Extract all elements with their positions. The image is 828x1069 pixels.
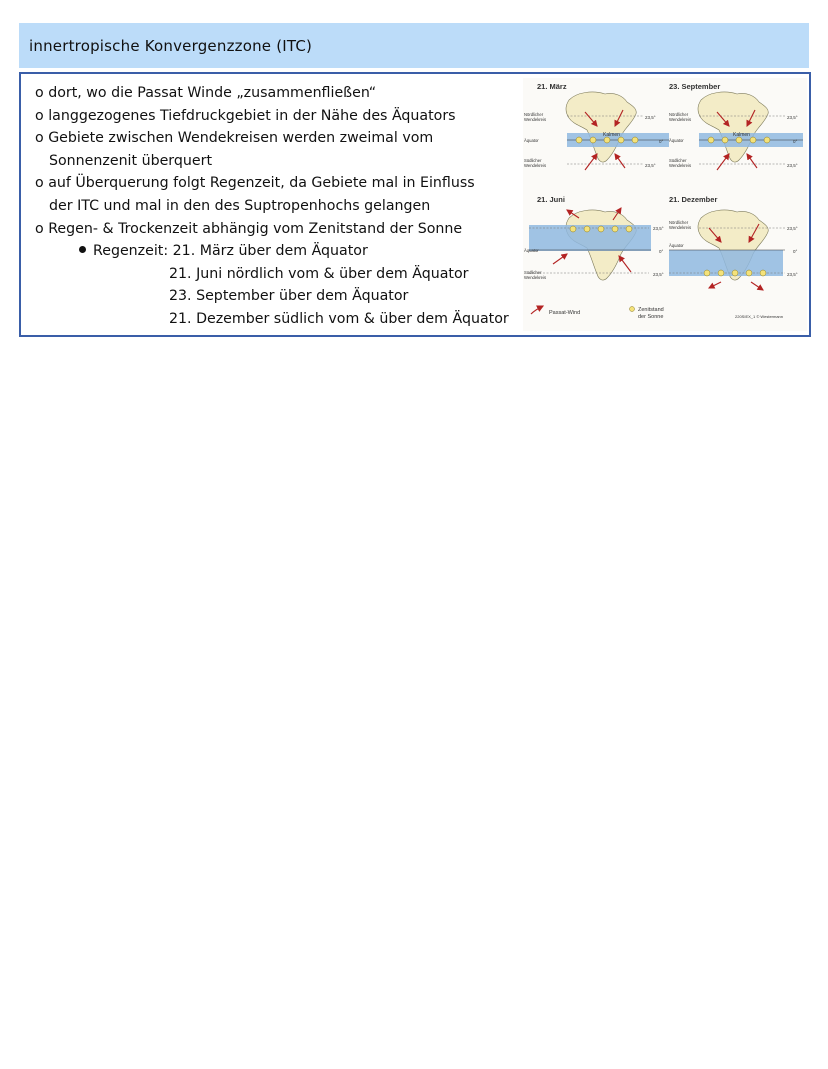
note-line: o auf Überquerung folgt Regenzeit, da Gebiete mal in Einfluss [35,175,475,192]
svg-text:23,5°: 23,5° [653,272,664,277]
svg-text:Nördlicher: Nördlicher [669,112,689,117]
heading-text: innertropische Konvergenzzone (ITC) [29,36,313,55]
note-line: der ITC und mal in den des Suptropenhochs gelangen [49,197,431,214]
panel-title: 21. Dezember [669,195,718,204]
bullet-line [35,240,535,263]
svg-text:der Sonne: der Sonne [638,314,664,320]
svg-text:Kalmen: Kalmen [603,132,620,138]
note-line: o Regen- & Trockenzeit abhängig vom Zenitstand der Sonne [35,220,463,237]
svg-text:Äquator: Äquator [524,248,539,253]
svg-text:23,5°: 23,5° [787,163,798,168]
figure-legend [531,306,783,320]
svg-text:Nördlicher: Nördlicher [524,112,544,117]
svg-text:23,5°: 23,5° [653,226,664,231]
svg-text:Passat-Wind: Passat-Wind [549,310,581,316]
svg-text:Südlicher: Südlicher [669,158,687,163]
svg-text:0°: 0° [659,139,664,144]
svg-text:Äquator: Äquator [669,138,684,143]
svg-text:Zenitstand: Zenitstand [638,307,664,313]
svg-text:Wendekreis: Wendekreis [524,275,547,280]
note-line: o langgezogenes Tiefdruckgebiet in der Nähe des Äquators [35,107,456,124]
itc-figure [523,78,807,331]
svg-text:23,5°: 23,5° [645,163,656,168]
svg-text:0°: 0° [793,249,798,254]
svg-text:Wendekreis: Wendekreis [524,163,547,168]
notes-list [35,82,535,331]
svg-text:0°: 0° [659,249,664,254]
svg-text:Nördlicher: Nördlicher [669,220,689,225]
note-line: Sonnenzenit überquert [49,152,213,169]
svg-text:23,5°: 23,5° [787,226,798,231]
svg-text:Kalmen: Kalmen [733,132,750,138]
svg-text:0°: 0° [793,139,798,144]
bullet-text: Regenzeit: 21. März über dem Äquator [93,243,368,260]
svg-text:Wendekreis: Wendekreis [524,117,547,122]
svg-text:23,5°: 23,5° [787,272,798,277]
date-line: 21. Dezember südlich vom & über dem Äquator [169,310,509,327]
panel-title: 23. September [669,82,721,91]
note-line: o Gebiete zwischen Wendekreisen werden zweimal vom [35,130,434,147]
svg-text:220SIEX_1 © Westermann: 220SIEX_1 © Westermann [735,314,784,319]
notes-panel [19,72,811,337]
svg-text:Südlicher: Südlicher [524,158,542,163]
itc-diagram [523,78,807,331]
wind-arrow-icon [531,306,543,314]
panel-juni [524,195,664,280]
svg-text:23,5°: 23,5° [645,115,656,120]
sun-icon [630,307,635,312]
panel-dezember [669,195,798,290]
svg-text:Äquator: Äquator [669,243,684,248]
section-heading [19,23,809,68]
svg-text:Wendekreis: Wendekreis [669,225,692,230]
bullet-icon [79,246,86,253]
panel-september [669,82,803,170]
svg-text:23,5°: 23,5° [787,115,798,120]
note-line: o dort, wo die Passat Winde „zusammenfließen“ [35,85,377,101]
date-line: 23. September über dem Äquator [169,288,409,305]
svg-text:Wendekreis: Wendekreis [669,163,692,168]
panel-title: 21. Juni [537,195,565,204]
date-line: 21. Juni nördlich vom & über dem Äquator [169,265,469,282]
panel-title: 21. März [537,82,567,91]
svg-text:Äquator: Äquator [524,138,539,143]
svg-text:Wendekreis: Wendekreis [669,117,692,122]
svg-text:Südlicher: Südlicher [524,270,542,275]
panel-maerz [524,82,669,170]
